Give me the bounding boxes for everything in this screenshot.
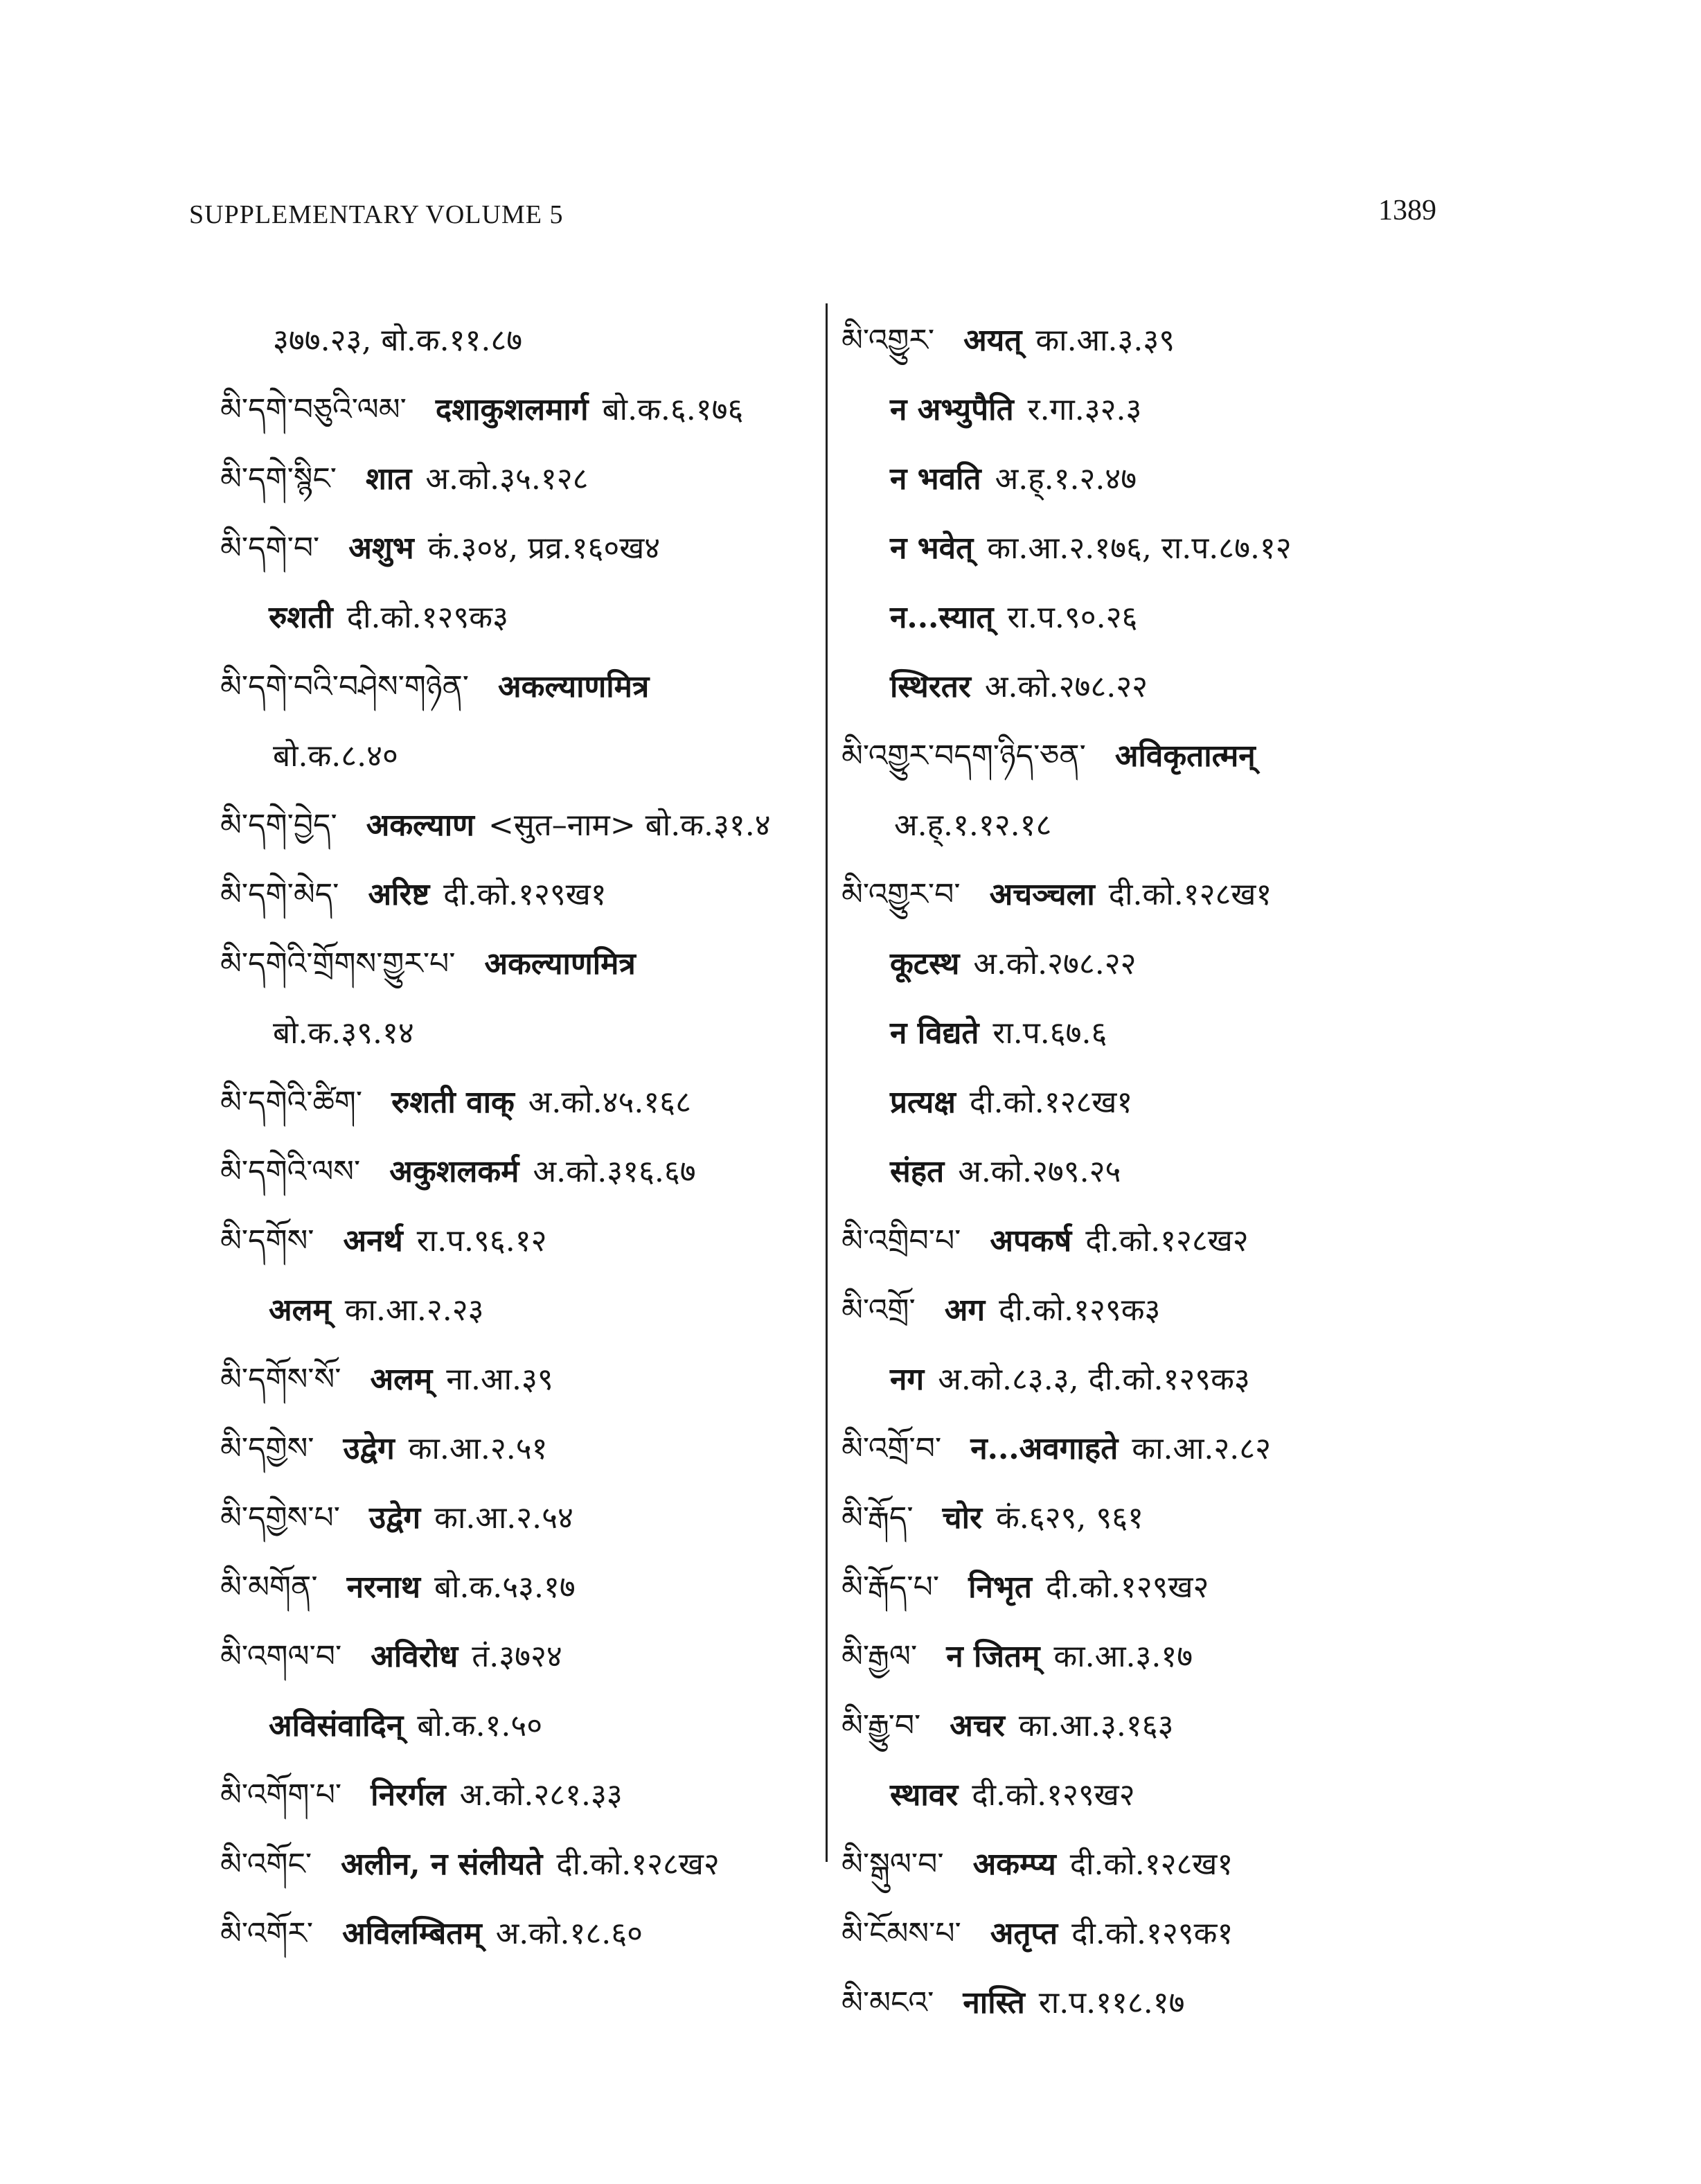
tibetan-headword: མི་སྒུལ་བ་ — [841, 1847, 944, 1882]
source-reference: दी.को.१२९ख२ — [972, 1777, 1135, 1813]
sanskrit-equivalent: दशाकुशलमार्ग — [435, 392, 589, 427]
sanskrit-equivalent: अयत् — [963, 323, 1022, 358]
source-reference: अ.ह्.१.१२.१८ — [894, 808, 1052, 843]
tibetan-headword: མི་འགྲོ་ — [841, 1293, 916, 1328]
tibetan-headword: མི་དགྱེས་པ་ — [220, 1500, 340, 1536]
source-reference: बो.क.६.१७६ — [602, 392, 744, 427]
entry-continuation — [841, 652, 1465, 722]
sanskrit-equivalent: न भवेत् — [890, 531, 974, 566]
tibetan-headword: མི་འགྲོ་བ་ — [841, 1431, 942, 1466]
source-reference: दी.को.१२८ख२ — [556, 1847, 720, 1882]
tibetan-headword: མི་དགེ་སྙིང་ — [220, 461, 337, 497]
dictionary-entry — [220, 1484, 844, 1553]
source-reference: दी.को.१२९ख१ — [443, 877, 607, 912]
dictionary-entry — [841, 1622, 1465, 1692]
sanskrit-equivalent: अपकर्ष — [990, 1223, 1072, 1259]
dictionary-entry — [841, 722, 1465, 791]
source-reference: बो.क.८.४० — [273, 738, 398, 774]
tibetan-headword: མི་དགོས་སོ་ — [220, 1362, 341, 1397]
right-column — [841, 306, 1465, 2038]
entry-continuation — [220, 583, 844, 652]
tibetan-headword: མི་རྒྱུ་བ་ — [841, 1708, 921, 1743]
sanskrit-equivalent: अकल्याण — [366, 808, 474, 843]
source-reference: अ.ह्.१.२.४७ — [995, 461, 1137, 497]
dictionary-entry — [220, 1207, 844, 1276]
dictionary-entry — [220, 860, 844, 930]
sanskrit-equivalent: अचञ्चला — [989, 877, 1095, 912]
entry-continuation — [841, 999, 1465, 1068]
tibetan-headword: མི་རྒོད་ — [841, 1500, 914, 1536]
sanskrit-equivalent: न...स्यात् — [890, 600, 994, 635]
sanskrit-equivalent: निभृत — [968, 1570, 1032, 1605]
tibetan-headword: མི་འགྱུར་ — [841, 323, 935, 358]
tibetan-headword: མི་དགོས་ — [220, 1223, 314, 1259]
tibetan-headword: མི་དགེ་བྱེད་ — [220, 808, 337, 843]
tibetan-headword: མི་དགེ་བ་ — [220, 531, 320, 566]
sanskrit-equivalent: निरर्गल — [371, 1777, 446, 1813]
source-reference: ना.आ.३९ — [446, 1362, 553, 1397]
source-reference: का.आ.२.५१ — [408, 1431, 548, 1466]
tibetan-headword: མི་དགེ་བཅུའི་ལམ་ — [220, 392, 407, 427]
entry-continuation — [841, 791, 1465, 860]
source-reference: बो.क.१.५० — [417, 1708, 543, 1743]
sanskrit-equivalent: उद्वेग — [368, 1500, 421, 1536]
source-reference: अ.को.८३.३, दी.को.१२९क३ — [938, 1362, 1250, 1397]
sanskrit-equivalent: अनर्थ — [343, 1223, 403, 1259]
dictionary-entry — [220, 1830, 844, 1899]
source-reference: तं.३७२४ — [472, 1639, 562, 1674]
dictionary-entry — [841, 1692, 1465, 1761]
source-reference: दी.को.१२८ख१ — [1069, 1847, 1234, 1882]
tibetan-headword: མི་འགོང་ — [220, 1847, 312, 1882]
sanskrit-equivalent: अकम्प्य — [972, 1847, 1056, 1882]
dictionary-entry — [841, 1899, 1465, 1969]
source-reference: दी.को.१२८ख१ — [969, 1085, 1133, 1120]
sanskrit-equivalent: नरनाथ — [346, 1570, 420, 1605]
sanskrit-equivalent: स्थिरतर — [890, 669, 971, 704]
entry-continuation — [841, 583, 1465, 652]
source-reference: अ.को.३१६.६७ — [533, 1154, 696, 1189]
sanskrit-equivalent: अतृप्त — [990, 1916, 1058, 1951]
sanskrit-equivalent: प्रत्यक्ष — [890, 1085, 956, 1120]
tibetan-headword: མི་དགེའི་ཚིག་ — [220, 1085, 363, 1120]
entry-continuation — [841, 1068, 1465, 1137]
dictionary-entry — [841, 1553, 1465, 1622]
dictionary-entry — [220, 791, 844, 860]
sanskrit-equivalent: अशुभ — [348, 531, 414, 566]
dictionary-entry — [841, 1830, 1465, 1899]
source-reference: अ.को.२७९.२५ — [958, 1154, 1121, 1189]
dictionary-entry — [220, 1345, 844, 1414]
tibetan-headword: མི་རྒྱལ་ — [841, 1639, 918, 1674]
source-reference: दी.को.१२९क३ — [346, 600, 508, 635]
sanskrit-equivalent: अलीन, न संलीयते — [341, 1847, 543, 1882]
source-reference: रा.प.६७.६ — [992, 1015, 1107, 1051]
dictionary-entry — [220, 1761, 844, 1830]
page-number: 1389 — [1378, 195, 1436, 227]
sanskrit-equivalent: रुशती — [269, 600, 333, 635]
dictionary-entry — [841, 1207, 1465, 1276]
tibetan-headword: མི་འགྱུར་བདག་ཉིད་ཅན་ — [841, 738, 1086, 774]
source-reference: अ.को.१८.६० — [495, 1916, 643, 1951]
sanskrit-equivalent: अग — [944, 1293, 986, 1328]
running-header: SUPPLEMENTARY VOLUME 5 — [189, 200, 564, 229]
sanskrit-equivalent: नग — [890, 1362, 925, 1397]
dictionary-entry — [841, 1414, 1465, 1484]
sanskrit-equivalent: अलम् — [269, 1293, 331, 1328]
dictionary-entry — [220, 514, 844, 583]
sanskrit-equivalent: शात — [365, 461, 412, 497]
source-reference: का.आ.३.३९ — [1035, 323, 1175, 358]
sanskrit-equivalent: नास्ति — [963, 1985, 1025, 2021]
entry-continuation — [220, 1692, 844, 1761]
tibetan-headword: མི་འགལ་བ་ — [220, 1639, 342, 1674]
dictionary-entry — [841, 860, 1465, 930]
entry-continuation — [841, 375, 1465, 445]
source-reference: दी.को.१२८ख२ — [1085, 1223, 1249, 1259]
source-reference: दी.को.१२८ख१ — [1108, 877, 1272, 912]
source-reference: का.आ.२.१७६, रा.प.८७.१२ — [987, 531, 1292, 566]
sanskrit-equivalent: चोर — [942, 1500, 982, 1536]
dictionary-entry — [220, 1899, 844, 1969]
dictionary-entry — [841, 306, 1465, 375]
sanskrit-equivalent: अविरोध — [371, 1639, 458, 1674]
source-reference: अ.को.३५.१२८ — [425, 461, 589, 497]
source-reference: बो.क.५३.१७ — [434, 1570, 576, 1605]
tibetan-headword: མི་འགྱུར་བ་ — [841, 877, 961, 912]
dictionary-entry — [220, 1137, 844, 1207]
source-reference: का.आ.२.५४ — [434, 1500, 573, 1536]
dictionary-entry — [220, 1622, 844, 1692]
sanskrit-equivalent: अकल्याणमित्र — [498, 669, 650, 704]
entry-continuation — [220, 999, 844, 1068]
source-reference: रा.प.९६.१२ — [416, 1223, 547, 1259]
source-reference: अ.को.२८१.३३ — [459, 1777, 623, 1813]
tibetan-headword: མི་དགེ་བའི་བཤེས་གཉེན་ — [220, 669, 470, 704]
dictionary-entry — [220, 930, 844, 999]
sanskrit-equivalent: अकल्याणमित्र — [484, 946, 636, 982]
tibetan-headword: མི་དགེ་མེད་ — [220, 877, 339, 912]
sanskrit-equivalent: संहत — [890, 1154, 945, 1189]
tibetan-headword: མི་དགེའི་ལས་ — [220, 1154, 361, 1189]
tibetan-headword: མི་མངའ་ — [841, 1985, 934, 2021]
dictionary-entry — [841, 1484, 1465, 1553]
entry-continuation — [220, 1276, 844, 1345]
source-reference: अ.को.२७८.२२ — [984, 669, 1148, 704]
sanskrit-equivalent: उद्वेग — [343, 1431, 395, 1466]
sanskrit-equivalent: अचर — [950, 1708, 1005, 1743]
entry-continuation — [841, 1137, 1465, 1207]
source-reference: बो.क.३९.१४ — [273, 1015, 414, 1051]
sanskrit-equivalent: अविलम्बितम् — [342, 1916, 482, 1951]
tibetan-headword: མི་ངོམས་པ་ — [841, 1916, 961, 1951]
sanskrit-equivalent: अकुशलकर्म — [389, 1154, 519, 1189]
tibetan-headword: མི་འགྲིབ་པ་ — [841, 1223, 961, 1259]
source-reference: का.आ.२.२३ — [344, 1293, 484, 1328]
source-reference: कं.६२९, ९६१ — [995, 1500, 1143, 1536]
source-reference: का.आ.३.१७ — [1053, 1639, 1193, 1674]
dictionary-entry — [220, 652, 844, 722]
source-reference: का.आ.३.१६३ — [1018, 1708, 1174, 1743]
source-reference: ३७७.२३, बो.क.११.८७ — [273, 323, 523, 358]
sanskrit-equivalent: न भवति — [890, 461, 981, 497]
sanskrit-equivalent: कूटस्थ — [890, 946, 960, 982]
source-reference: का.आ.२.८२ — [1132, 1431, 1272, 1466]
dictionary-entry — [220, 1553, 844, 1622]
source-reference: कं.३०४, प्रव्र.१६०ख४ — [427, 531, 661, 566]
entry-continuation — [841, 514, 1465, 583]
dictionary-entry — [220, 1068, 844, 1137]
sanskrit-equivalent: न विद्यते — [890, 1015, 979, 1051]
sanskrit-equivalent: अविसंवादिन् — [269, 1708, 404, 1743]
sanskrit-equivalent: न अभ्युपैति — [890, 392, 1014, 427]
source-reference: रा.प.११८.१७ — [1038, 1985, 1185, 2021]
entry-continuation — [841, 1345, 1465, 1414]
dictionary-entry — [220, 1414, 844, 1484]
tibetan-headword: མི་རྒོད་པ་ — [841, 1570, 940, 1605]
tibetan-headword: མི་དགྱེས་ — [220, 1431, 314, 1466]
sanskrit-equivalent: न...अवगाहते — [970, 1431, 1119, 1466]
entry-continuation — [220, 722, 844, 791]
entry-continuation — [220, 306, 844, 375]
tibetan-headword: མི་འགོར་ — [220, 1916, 314, 1951]
sanskrit-equivalent: अविकृतात्मन् — [1114, 738, 1256, 774]
left-column — [220, 306, 844, 1969]
source-reference: रा.प.९०.२६ — [1007, 600, 1138, 635]
source-reference: दी.को.१२९ख२ — [1045, 1570, 1209, 1605]
source-reference: दी.को.१२९क१ — [1071, 1916, 1234, 1951]
tibetan-headword: མི་དགེའི་གྲོགས་གྱུར་པ་ — [220, 946, 456, 982]
dictionary-entry — [220, 375, 844, 445]
source-reference: अ.को.२७८.२२ — [973, 946, 1137, 982]
tibetan-headword: མི་འགོག་པ་ — [220, 1777, 342, 1813]
sanskrit-equivalent: न जितम् — [946, 1639, 1040, 1674]
sanskrit-equivalent: अलम् — [370, 1362, 433, 1397]
dictionary-entry — [841, 1969, 1465, 2038]
sanskrit-equivalent: रुशती वाक् — [391, 1085, 515, 1120]
source-reference: दी.को.१२९क३ — [999, 1293, 1161, 1328]
entry-continuation — [841, 930, 1465, 999]
source-reference: <सुत–नाम> बो.क.३१.४ — [488, 808, 771, 843]
source-reference: अ.को.४५.१६८ — [528, 1085, 691, 1120]
dictionary-entry — [220, 445, 844, 514]
dictionary-entry — [841, 1276, 1465, 1345]
sanskrit-equivalent: अरिष्ट — [368, 877, 430, 912]
tibetan-headword: མི་མགོན་ — [220, 1570, 318, 1605]
entry-continuation — [841, 1761, 1465, 1830]
source-reference: र.गा.३२.३ — [1027, 392, 1142, 427]
sanskrit-equivalent: स्थावर — [890, 1777, 959, 1813]
entry-continuation — [841, 445, 1465, 514]
